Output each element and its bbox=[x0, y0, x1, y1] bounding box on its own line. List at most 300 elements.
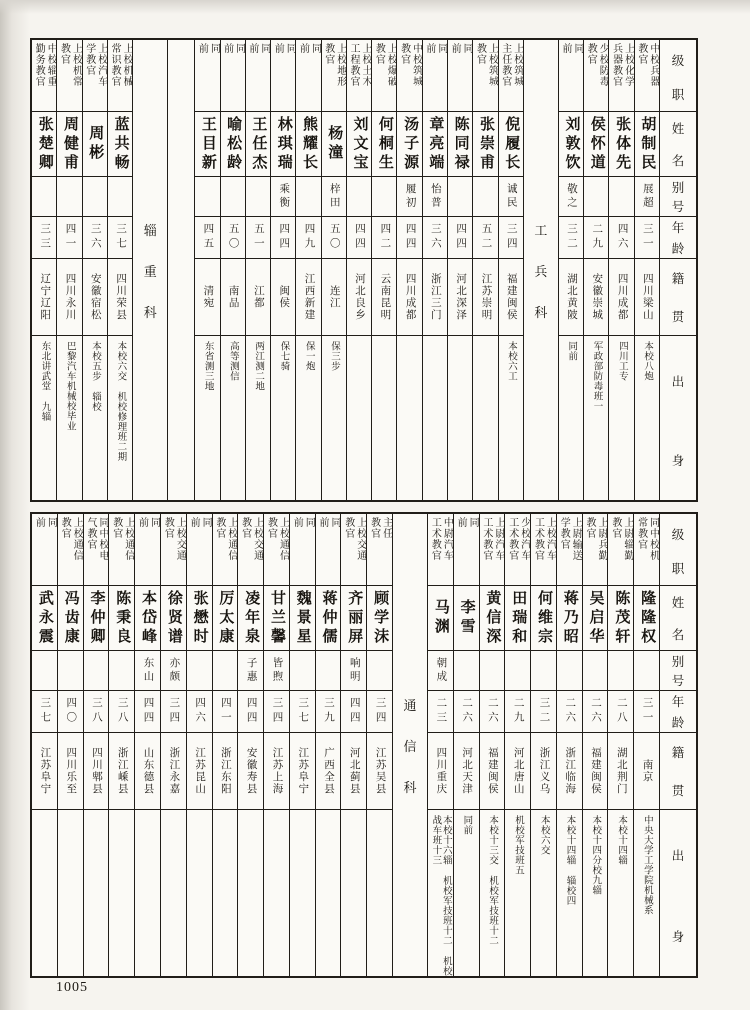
origin-text: 本校十四辎 辎校四 bbox=[564, 815, 575, 906]
name-cell bbox=[84, 586, 109, 651]
age-text: 三一 bbox=[641, 223, 653, 252]
origin-cell bbox=[221, 336, 245, 500]
alias-text: 敬之 bbox=[566, 183, 578, 210]
origin-cell bbox=[109, 810, 134, 976]
name-text: 陈茂轩 bbox=[613, 589, 630, 647]
age-cell bbox=[135, 691, 160, 733]
name-text: 王任杰 bbox=[250, 115, 267, 173]
rank-text: 中校筑城教官 bbox=[398, 43, 422, 87]
native-cell bbox=[221, 259, 245, 336]
section-label-cell bbox=[393, 514, 427, 976]
native-text: 河北唐山 bbox=[512, 747, 524, 795]
age-text: 四四 bbox=[455, 223, 467, 252]
header-char: 姓 bbox=[671, 596, 685, 610]
header-char: 名 bbox=[671, 154, 685, 168]
origin-cell bbox=[428, 810, 453, 976]
alias-cell bbox=[135, 651, 160, 691]
rank-cell bbox=[108, 40, 132, 112]
alias-cell bbox=[499, 177, 523, 217]
person-column bbox=[340, 514, 366, 976]
age-text: 四五 bbox=[202, 223, 214, 252]
rank-text: 同前 bbox=[246, 43, 270, 79]
origin-cell bbox=[316, 810, 341, 976]
origin-cell bbox=[608, 810, 633, 976]
origin-text: 两江测二地 bbox=[253, 341, 264, 391]
header-column bbox=[659, 40, 696, 500]
name-text: 胡制民 bbox=[639, 115, 656, 173]
name-cell bbox=[454, 586, 479, 651]
age-cell bbox=[557, 691, 582, 733]
rank-cell bbox=[213, 514, 238, 586]
rank-cell bbox=[109, 514, 134, 586]
age-text: 四一 bbox=[64, 223, 76, 252]
age-text: 四四 bbox=[354, 223, 366, 252]
header-cell bbox=[660, 514, 696, 586]
native-text: 安徽崇城 bbox=[591, 273, 603, 321]
native-cell bbox=[557, 733, 582, 810]
alias-text: 怡普 bbox=[429, 183, 441, 210]
rank-text: 少校防毒教官 bbox=[585, 43, 609, 87]
spacer-column bbox=[167, 40, 194, 500]
person-column bbox=[263, 514, 289, 976]
person-column bbox=[633, 514, 659, 976]
name-cell bbox=[32, 112, 56, 177]
person-column bbox=[583, 40, 608, 500]
section-char: 科 bbox=[143, 304, 157, 320]
person-column bbox=[427, 514, 453, 976]
header-char: 身 bbox=[671, 929, 685, 944]
name-text: 侯怀道 bbox=[588, 115, 605, 173]
rank-text: 上尉输送学教官 bbox=[558, 517, 582, 561]
native-text: 河北蓟县 bbox=[348, 747, 360, 795]
origin-text: 中央大学工学院机械系 bbox=[641, 815, 652, 915]
age-cell bbox=[372, 217, 396, 259]
rank-text: 上尉兵勤教官 bbox=[584, 517, 608, 561]
name-text: 喻松龄 bbox=[225, 115, 242, 173]
origin-text: 机校军技班五 bbox=[512, 815, 523, 875]
origin-text: 本校五步 辎校 bbox=[90, 341, 101, 412]
origin-text: 本校八炮 bbox=[642, 341, 653, 381]
alias-text: 履初 bbox=[404, 183, 416, 210]
section-char: 辎 bbox=[143, 222, 157, 238]
native-cell bbox=[246, 259, 270, 336]
native-text: 江西新建 bbox=[303, 273, 315, 321]
alias-cell bbox=[473, 177, 497, 217]
name-cell bbox=[246, 112, 270, 177]
header-column bbox=[659, 514, 696, 976]
rank-cell bbox=[499, 40, 523, 112]
origin-cell bbox=[583, 810, 608, 976]
name-cell bbox=[213, 586, 238, 651]
rank-text: 同前 bbox=[297, 43, 321, 79]
native-text: 辽宁辽阳 bbox=[39, 273, 51, 321]
age-text: 四四 bbox=[245, 697, 257, 726]
person-column bbox=[504, 514, 530, 976]
native-cell bbox=[238, 733, 263, 810]
header-char: 职 bbox=[671, 88, 685, 102]
rank-text: 同前 bbox=[272, 43, 296, 79]
section-column bbox=[392, 514, 427, 976]
native-cell bbox=[341, 733, 366, 810]
name-text: 陈同禄 bbox=[452, 115, 469, 173]
native-cell bbox=[213, 733, 238, 810]
native-text: 四川荣县 bbox=[115, 273, 127, 321]
age-text: 四四 bbox=[142, 697, 154, 726]
age-text: 三六 bbox=[89, 223, 101, 252]
rank-cell bbox=[83, 40, 107, 112]
name-cell bbox=[83, 112, 107, 177]
native-text: 云南昆明 bbox=[379, 273, 391, 321]
rank-cell bbox=[634, 514, 659, 586]
native-cell bbox=[397, 259, 421, 336]
native-cell bbox=[161, 733, 186, 810]
name-text: 徐贤谱 bbox=[165, 589, 182, 647]
origin-cell bbox=[557, 810, 582, 976]
person-column bbox=[396, 40, 421, 500]
name-cell bbox=[32, 586, 57, 651]
native-text: 江苏崇明 bbox=[480, 273, 492, 321]
origin-cell bbox=[635, 336, 659, 500]
rank-cell bbox=[448, 40, 472, 112]
header-char: 别 bbox=[671, 654, 685, 669]
section-label-cell bbox=[133, 40, 167, 500]
rank-cell bbox=[347, 40, 371, 112]
name-text: 魏景星 bbox=[294, 589, 311, 647]
rank-text: 同前 bbox=[188, 517, 212, 553]
header-char: 级 bbox=[671, 54, 685, 68]
age-cell bbox=[246, 217, 270, 259]
age-cell bbox=[296, 217, 320, 259]
rank-text: 上尉辎勤教官 bbox=[609, 517, 633, 561]
name-cell bbox=[609, 112, 633, 177]
age-cell bbox=[213, 691, 238, 733]
alias-cell bbox=[608, 651, 633, 691]
name-cell bbox=[634, 586, 659, 651]
native-text: 四川乐至 bbox=[65, 747, 77, 795]
name-text: 武永震 bbox=[36, 589, 53, 647]
native-cell bbox=[372, 259, 396, 336]
age-cell bbox=[448, 217, 472, 259]
alias-cell bbox=[238, 651, 263, 691]
origin-text: 军政部防毒班一 bbox=[591, 341, 602, 411]
age-cell bbox=[473, 217, 497, 259]
rank-text: 同前 bbox=[221, 43, 245, 79]
section-char: 信 bbox=[403, 738, 417, 754]
native-text: 广西全县 bbox=[323, 747, 335, 795]
rank-text: 少校汽车工术教官 bbox=[506, 517, 530, 561]
rank-cell bbox=[32, 40, 56, 112]
alias-cell bbox=[448, 177, 472, 217]
native-text: 浙江义乌 bbox=[538, 747, 550, 795]
native-cell bbox=[454, 733, 479, 810]
rank-text: 同前 bbox=[449, 43, 473, 79]
native-cell bbox=[635, 259, 659, 336]
age-cell bbox=[109, 691, 134, 733]
person-column bbox=[108, 514, 134, 976]
native-text: 福建闽侯 bbox=[486, 747, 498, 795]
person-column bbox=[220, 40, 245, 500]
name-text: 林琪瑞 bbox=[275, 115, 292, 173]
alias-cell bbox=[264, 651, 289, 691]
native-text: 浙江永嘉 bbox=[168, 747, 180, 795]
origin-text: 保一炮 bbox=[303, 341, 314, 371]
person-column bbox=[530, 514, 556, 976]
rank-cell bbox=[635, 40, 659, 112]
name-cell bbox=[135, 586, 160, 651]
name-text: 冯齿康 bbox=[62, 589, 79, 647]
origin-cell bbox=[187, 810, 212, 976]
rank-text: 同前 bbox=[317, 517, 341, 553]
rank-cell bbox=[428, 514, 453, 586]
roster-table-bottom bbox=[30, 512, 698, 978]
rank-cell bbox=[221, 40, 245, 112]
rank-cell bbox=[296, 40, 320, 112]
person-column bbox=[608, 40, 633, 500]
rank-text: 上校机械常识教官 bbox=[109, 43, 133, 87]
header-char: 职 bbox=[671, 562, 685, 576]
origin-text: 本校六交 机校修理班二期 bbox=[115, 341, 126, 462]
name-text: 倪履长 bbox=[503, 115, 520, 173]
alias-cell bbox=[428, 651, 453, 691]
name-cell bbox=[58, 586, 83, 651]
rank-text: 上校化学兵器教官 bbox=[610, 43, 634, 87]
header-cell bbox=[660, 733, 696, 810]
native-text: 南京 bbox=[641, 759, 653, 783]
origin-text: 东北讲武堂 九辎 bbox=[39, 341, 50, 422]
person-column bbox=[160, 514, 186, 976]
native-text: 山东德县 bbox=[142, 747, 154, 795]
origin-text: 本校六交 bbox=[538, 815, 549, 855]
origin-cell bbox=[84, 810, 109, 976]
origin-text: 本校十三交 机校军技班十二 bbox=[487, 815, 498, 946]
name-text: 吴启华 bbox=[587, 589, 604, 647]
alias-cell bbox=[84, 651, 109, 691]
rank-text: 上校交通教官 bbox=[162, 517, 186, 561]
person-column bbox=[472, 40, 497, 500]
alias-cell bbox=[480, 651, 505, 691]
native-text: 河北天津 bbox=[461, 747, 473, 795]
name-text: 蒋乃昭 bbox=[561, 589, 578, 647]
rank-text: 同前 bbox=[455, 517, 479, 553]
alias-cell bbox=[609, 177, 633, 217]
origin-cell bbox=[473, 336, 497, 500]
age-cell bbox=[161, 691, 186, 733]
name-text: 周彬 bbox=[87, 125, 104, 163]
native-text: 福建闽侯 bbox=[505, 273, 517, 321]
rank-text: 上校地形教官 bbox=[322, 43, 346, 87]
rank-text: 同前 bbox=[291, 517, 315, 553]
origin-cell bbox=[246, 336, 270, 500]
rank-cell bbox=[583, 514, 608, 586]
age-cell bbox=[271, 217, 295, 259]
rank-cell bbox=[264, 514, 289, 586]
name-cell bbox=[559, 112, 583, 177]
rank-text: 上校土木工程教官 bbox=[348, 43, 372, 87]
alias-cell bbox=[583, 651, 608, 691]
native-cell bbox=[58, 733, 83, 810]
name-cell bbox=[635, 112, 659, 177]
rank-cell bbox=[608, 514, 633, 586]
name-text: 马渊 bbox=[432, 599, 449, 637]
person-column bbox=[237, 514, 263, 976]
native-text: 江苏阜宁 bbox=[297, 747, 309, 795]
page-number: 1005 bbox=[56, 980, 88, 995]
native-cell bbox=[448, 259, 472, 336]
alias-cell bbox=[397, 177, 421, 217]
origin-text: 本校十四分校九辎 bbox=[590, 815, 601, 895]
native-text: 南品 bbox=[227, 285, 239, 309]
native-text: 浙江三门 bbox=[429, 273, 441, 321]
rank-text: 同前 bbox=[196, 43, 220, 79]
person-column bbox=[582, 514, 608, 976]
rank-text: 上校筑城教官 bbox=[474, 43, 498, 87]
rank-text: 上校交通教官 bbox=[342, 517, 366, 561]
alias-cell bbox=[341, 651, 366, 691]
person-column bbox=[83, 514, 109, 976]
origin-cell bbox=[58, 810, 83, 976]
rank-cell bbox=[32, 514, 57, 586]
age-cell bbox=[505, 691, 530, 733]
header-cell bbox=[660, 586, 696, 651]
rank-cell bbox=[367, 514, 392, 586]
header-char: 身 bbox=[671, 454, 685, 469]
age-text: 三三 bbox=[39, 223, 51, 252]
alias-cell bbox=[109, 651, 134, 691]
name-cell bbox=[397, 112, 421, 177]
age-text: 三八 bbox=[116, 697, 128, 726]
person-column bbox=[212, 514, 238, 976]
rank-text: 中校兵器教官 bbox=[635, 43, 659, 87]
header-cell bbox=[660, 336, 696, 500]
person-column bbox=[289, 514, 315, 976]
native-text: 安徽寿县 bbox=[245, 747, 257, 795]
origin-text: 保七骑 bbox=[278, 341, 289, 371]
section-column bbox=[523, 40, 558, 500]
alias-cell bbox=[161, 651, 186, 691]
age-cell bbox=[187, 691, 212, 733]
age-cell bbox=[397, 217, 421, 259]
native-text: 四川梁山 bbox=[641, 273, 653, 321]
person-column bbox=[32, 40, 56, 500]
origin-cell bbox=[480, 810, 505, 976]
native-cell bbox=[428, 733, 453, 810]
name-cell bbox=[367, 586, 392, 651]
alias-cell bbox=[454, 651, 479, 691]
person-column bbox=[453, 514, 479, 976]
native-text: 浙江东阳 bbox=[219, 747, 231, 795]
origin-cell bbox=[341, 810, 366, 976]
rank-cell bbox=[187, 514, 212, 586]
rank-cell bbox=[505, 514, 530, 586]
name-text: 本岱峰 bbox=[140, 589, 157, 647]
age-text: 二九 bbox=[591, 223, 603, 252]
age-cell bbox=[221, 217, 245, 259]
origin-cell bbox=[195, 336, 219, 500]
native-cell bbox=[32, 259, 56, 336]
age-text: 四〇 bbox=[65, 697, 77, 726]
alias-text: 梓田 bbox=[328, 183, 340, 210]
origin-text: 保三步 bbox=[329, 341, 340, 371]
name-text: 蓝共畅 bbox=[112, 115, 129, 173]
rank-cell bbox=[609, 40, 633, 112]
origin-cell bbox=[238, 810, 263, 976]
age-cell bbox=[347, 217, 371, 259]
age-cell bbox=[290, 691, 315, 733]
rank-cell bbox=[423, 40, 447, 112]
header-cell bbox=[660, 177, 696, 217]
name-cell bbox=[221, 112, 245, 177]
name-text: 张懋时 bbox=[191, 589, 208, 647]
name-text: 黄信深 bbox=[484, 589, 501, 647]
header-char: 年 bbox=[671, 221, 685, 236]
age-cell bbox=[583, 691, 608, 733]
age-text: 二六 bbox=[461, 697, 473, 726]
age-text: 三九 bbox=[323, 697, 335, 726]
header-char: 出 bbox=[671, 374, 685, 389]
age-text: 五一 bbox=[252, 223, 264, 252]
header-char: 籍 bbox=[671, 746, 685, 760]
alias-cell bbox=[83, 177, 107, 217]
alias-cell bbox=[584, 177, 608, 217]
native-cell bbox=[290, 733, 315, 810]
name-text: 蒋仲儒 bbox=[320, 589, 337, 647]
origin-text: 四川工专 bbox=[616, 341, 627, 381]
person-column bbox=[371, 40, 396, 500]
age-cell bbox=[108, 217, 132, 259]
native-cell bbox=[322, 259, 346, 336]
age-text: 三七 bbox=[39, 697, 51, 726]
name-cell bbox=[448, 112, 472, 177]
age-text: 四六 bbox=[194, 697, 206, 726]
alias-text: 诚民 bbox=[505, 183, 517, 210]
origin-cell bbox=[367, 810, 392, 976]
rank-cell bbox=[271, 40, 295, 112]
header-char: 龄 bbox=[671, 715, 685, 730]
age-text: 四四 bbox=[278, 223, 290, 252]
person-column bbox=[134, 514, 160, 976]
age-text: 三四 bbox=[374, 697, 386, 726]
rank-cell bbox=[322, 40, 346, 112]
section-char: 科 bbox=[403, 779, 417, 795]
origin-cell bbox=[397, 336, 421, 500]
rank-text: 同中校机常教官 bbox=[635, 517, 659, 561]
name-text: 隆隆权 bbox=[639, 589, 656, 647]
origin-text: 东省测三地 bbox=[202, 341, 213, 391]
rank-text: 中尉汽车工术教官 bbox=[429, 517, 453, 561]
name-cell bbox=[316, 586, 341, 651]
rank-cell bbox=[341, 514, 366, 586]
header-char: 级 bbox=[671, 528, 685, 542]
age-text: 二六 bbox=[590, 697, 602, 726]
age-text: 五〇 bbox=[328, 223, 340, 252]
person-column bbox=[270, 40, 295, 500]
header-char: 出 bbox=[671, 849, 685, 864]
age-cell bbox=[428, 691, 453, 733]
alias-cell bbox=[58, 651, 83, 691]
origin-cell bbox=[161, 810, 186, 976]
origin-text: 同前 bbox=[461, 815, 472, 835]
age-text: 三八 bbox=[90, 697, 102, 726]
name-text: 张崇甫 bbox=[477, 115, 494, 173]
age-text: 三二 bbox=[538, 697, 550, 726]
native-cell bbox=[296, 259, 320, 336]
person-column bbox=[295, 40, 320, 500]
rank-cell bbox=[238, 514, 263, 586]
native-cell bbox=[109, 733, 134, 810]
origin-cell bbox=[347, 336, 371, 500]
alias-cell bbox=[367, 651, 392, 691]
native-cell bbox=[608, 733, 633, 810]
